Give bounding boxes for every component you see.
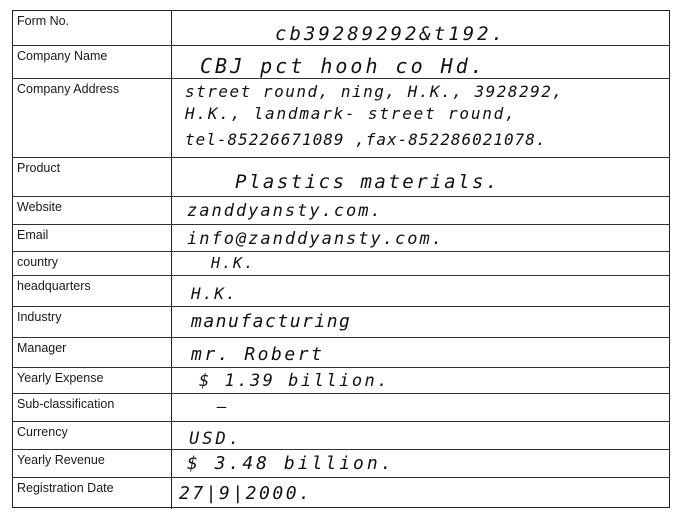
yearly-revenue-label: Yearly Revenue — [13, 450, 172, 477]
form-row-form-no — [13, 11, 669, 46]
website-value-cell — [175, 197, 663, 224]
form-row-sub-classification — [13, 394, 669, 422]
industry-label: Industry — [13, 307, 172, 337]
headquarters-value-cell — [175, 276, 663, 306]
yearly-expense-value: $ 1.39 billion. — [199, 371, 391, 391]
email-value: info@zanddyansty.com. — [187, 229, 444, 249]
sub-classification-label: Sub-classification — [13, 394, 172, 421]
manager-value-cell — [175, 338, 663, 367]
registration-date-label: Registration Date — [13, 478, 172, 509]
currency-value-cell — [175, 422, 663, 449]
registration-date-value: 27|9|2000. — [179, 483, 313, 504]
yearly-expense-label: Yearly Expense — [13, 368, 172, 393]
product-value-cell — [175, 158, 663, 196]
headquarters-label: headquarters — [13, 276, 172, 306]
form-row-email — [13, 225, 669, 252]
company-address-line-3: tel-85226671089 ,fax-852286021078. — [185, 130, 547, 149]
product-label: Product — [13, 158, 172, 196]
form-row-headquarters — [13, 276, 669, 307]
form-row-product — [13, 158, 669, 197]
yearly-revenue-value-cell — [175, 450, 663, 477]
form-no-label: Form No. — [13, 11, 172, 45]
yearly-revenue-value: $ 3.48 billion. — [187, 453, 395, 474]
headquarters-value: H.K. — [191, 284, 238, 303]
manager-label: Manager — [13, 338, 172, 367]
form-row-company-address — [13, 79, 669, 158]
product-value: Plastics materials. — [235, 171, 500, 193]
country-value-cell — [175, 252, 663, 275]
sub-classification-value-cell — [175, 394, 663, 421]
form-row-company-name — [13, 46, 669, 79]
sub-classification-value: — — [217, 397, 227, 416]
form-row-industry — [13, 307, 669, 338]
form-no-value: cb39289292&t192. — [275, 23, 507, 45]
company-address-line-1: street round, ning, H.K., 3928292, — [185, 82, 564, 101]
form-row-yearly-revenue — [13, 450, 669, 478]
industry-value: manufacturing — [191, 311, 352, 332]
form-row-currency — [13, 422, 669, 450]
country-value: H.K. — [211, 254, 256, 272]
company-name-value: CBJ pct hooh co Hd. — [200, 54, 486, 78]
form-row-country — [13, 252, 669, 276]
company-name-label: Company Name — [13, 46, 172, 78]
website-value: zanddyansty.com. — [187, 201, 383, 221]
currency-value: USD. — [189, 429, 242, 449]
company-name-value-cell — [175, 46, 663, 78]
form-row-manager — [13, 338, 669, 368]
form-row-registration-date — [13, 478, 669, 509]
registration-date-value-cell — [175, 478, 663, 509]
company-address-value-cell — [175, 79, 663, 157]
website-label: Website — [13, 197, 172, 224]
email-label: Email — [13, 225, 172, 251]
industry-value-cell — [175, 307, 663, 337]
manager-value: mr. Robert — [191, 344, 325, 365]
form-row-yearly-expense — [13, 368, 669, 394]
currency-label: Currency — [13, 422, 172, 449]
company-address-label: Company Address — [13, 79, 172, 157]
form-no-value-cell — [175, 11, 663, 45]
form-row-website — [13, 197, 669, 225]
registration-form — [12, 10, 670, 508]
company-address-line-2: H.K., landmark- street round, — [185, 104, 517, 123]
yearly-expense-value-cell — [175, 368, 663, 393]
country-label: country — [13, 252, 172, 275]
email-value-cell — [175, 225, 663, 251]
